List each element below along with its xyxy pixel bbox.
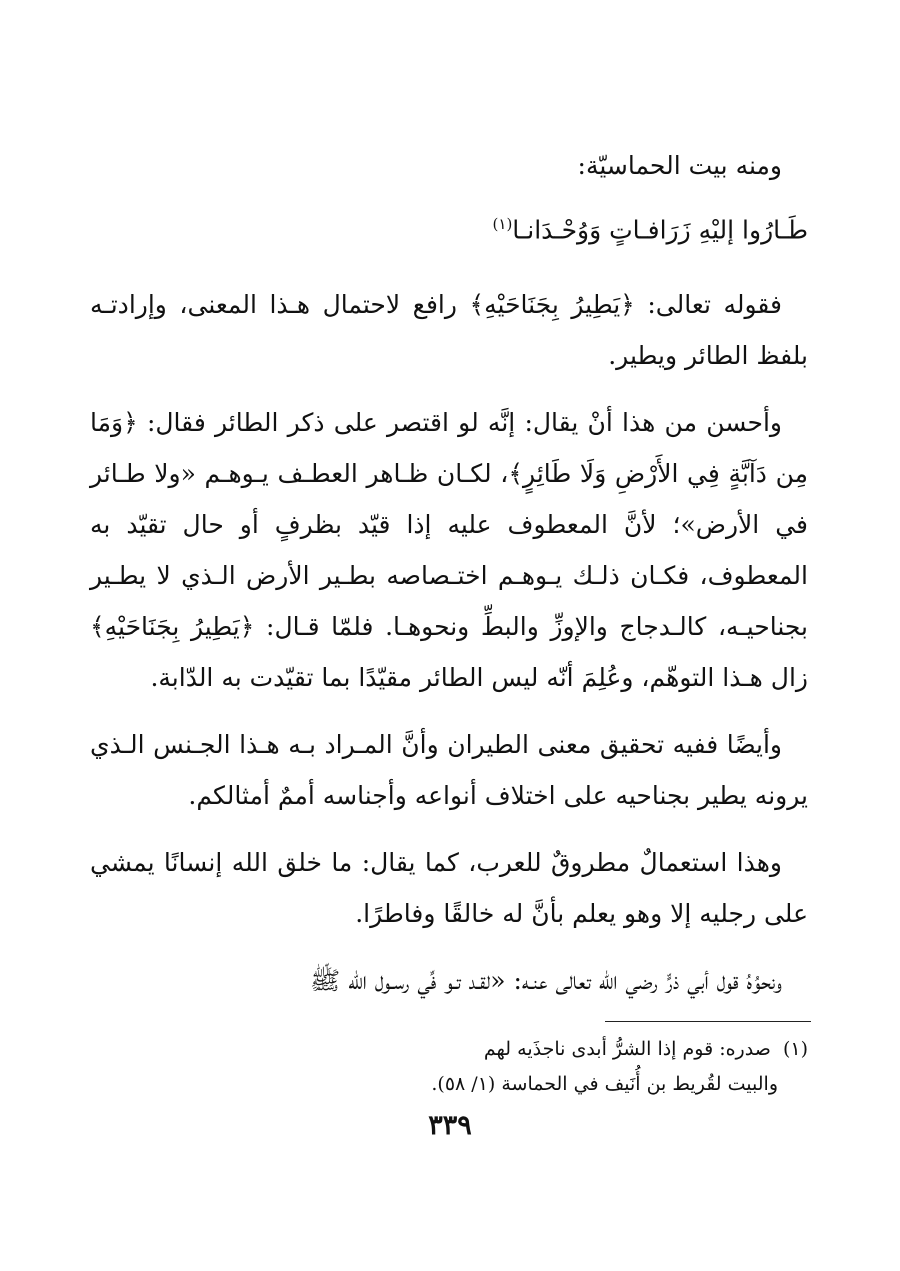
p1-text-b: رافع لاحتمال هـذا المعنى، وإرادتـه بلفظ الطائر ويطير. xyxy=(90,290,808,371)
p2-text-c: زال هـذا التوهّم، وعُلِمَ أنّه ليس الطائر مقيّدًا بما تقيّدت به الدّابة. xyxy=(150,663,808,693)
paragraph-2 xyxy=(90,397,808,703)
footnote-divider xyxy=(605,1021,811,1022)
quran-quote: ﴿يَطِيرُ بِجَنَاحَيْهِ﴾ xyxy=(90,612,255,642)
quran-quote: ﴿وَمَا مِن دَآبَّةٍ فِي الأَرْضِ وَلَا طَائِرٍ﴾ xyxy=(90,408,808,489)
paragraph-5: ونحوُهُ قول أبي ذرٍّ رضي الله تعالى عنـه: «لقـد تـو فِّي رسـول الله ﷺ xyxy=(309,966,782,996)
footnotes xyxy=(90,1032,808,1102)
footnote-1-line-1 xyxy=(90,1032,808,1067)
p2-text-b: ، لكـان ظـاهر العطـف يـوهـم «ولا طـائر في الأرض»؛ لأنَّ المعطوف عليه إذا قيّد بظرفٍ أو حال تقيّد به المعطوف، فكـان ذلـك يـوهـم اختـصاصه بطـير الأرض الـذي لا يطـير بجناحيـه، كالـدجاج والإوزِّ والبطِّ ونحوهـا. فلمّا قـال: xyxy=(90,459,808,642)
poetry-verse xyxy=(90,199,808,255)
paragraph-intro: ومنه بيت الحماسيّة: xyxy=(577,151,782,180)
p1-text-a: فقوله تعالى: xyxy=(634,290,782,320)
footnote-1-line-2: والبيت لقُريط بن أُنَيف في الحماسة (١/ ٥٨). xyxy=(431,1073,778,1095)
main-text xyxy=(90,140,808,1022)
paragraph-4: وهذا استعمالٌ مطروقٌ للعرب، كما يقال: ما خلق الله إنسانًا يمشي على رجليه إلا وهو يعلم بأنَّ له خالقًا وفاطرًا. xyxy=(90,848,808,929)
verse-text: طَـارُوا إليْهِ زَرَافـاتٍ وَوُحْـدَانـا xyxy=(512,215,808,245)
footnote-marker: (١) xyxy=(492,215,513,233)
page-number: ٣٣٩ xyxy=(428,1110,472,1141)
footnote-text: صدره: قوم إذا الشرُّ أبدى ناجذَيه لهم xyxy=(483,1038,771,1060)
paragraph-1 xyxy=(90,279,808,381)
p2-text-a: وأحسن من هذا أنْ يقال: إنَّه لو اقتصر على ذكر الطائر فقال: xyxy=(137,408,782,438)
footnote-number: (١) xyxy=(782,1038,808,1060)
paragraph-3: وأيضًا ففيه تحقيق معنى الطيران وأنَّ المـراد بـه هـذا الجـنس الـذي يرونه يطير بجناحيه على اختلاف أنواعه وأجناسه أممٌ أمثالكم. xyxy=(90,730,808,811)
quran-quote: ﴿يَطِيرُ بِجَنَاحَيْهِ﴾ xyxy=(469,290,635,320)
